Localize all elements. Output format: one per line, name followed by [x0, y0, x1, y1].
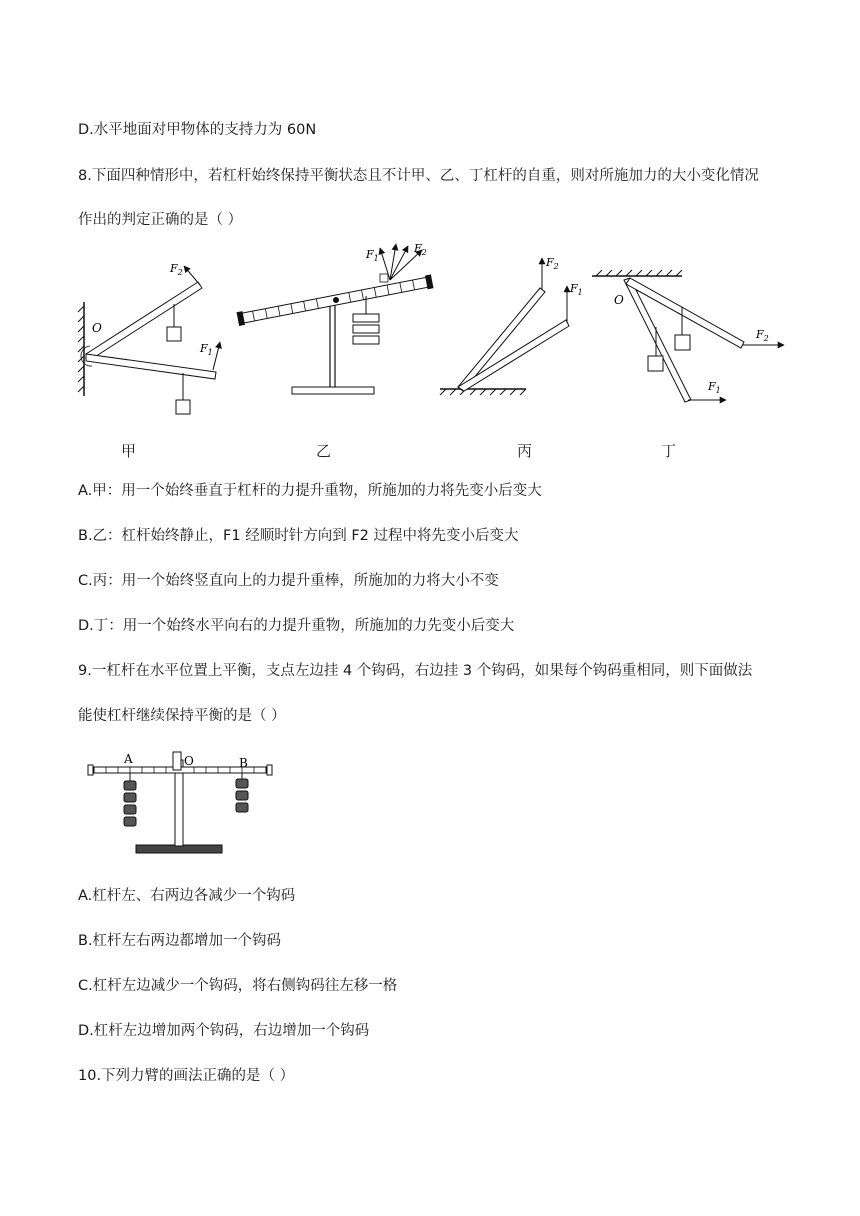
q9-option-a: A.杠杆左、右两边各减少一个钩码 [78, 888, 296, 904]
q9-stem-line2: 能使杠杆继续保持平衡的是（ ） [78, 708, 286, 724]
svg-text:F2: $F_2$ [756, 328, 769, 343]
svg-text:F1: $F_1$ [366, 248, 379, 263]
q8-option-a: A.甲：用一个始终垂直于杠杆的力提升重物，所施加的力将先变小后变大 [78, 483, 542, 499]
svg-text:F1: $F_1$ [708, 380, 721, 395]
q8-option-d: D.丁：用一个始终水平向右的力提升重物，所施加的力先变小后变大 [78, 618, 515, 634]
q9-stem-line1: 9.一杠杆在水平位置上平衡，支点左边挂 4 个钩码，右边挂 3 个钩码，如果每个钩码重相同，则下面做法 [78, 663, 753, 679]
pivot-o: O [92, 321, 102, 335]
q8-option-c: C.丙：用一个始终竖直向上的力提升重棒，所施加的力将大小不变 [78, 573, 499, 589]
q8-stem-line1: 8.下面四种情形中，若杠杆始终保持平衡状态且不计甲、乙、丁杠杆的自重，则对所施加力的大小变化情况 [78, 168, 759, 184]
q9-option-c: C.杠杆左边减少一个钩码，将右侧钩码往左移一格 [78, 978, 398, 994]
q10-stem: 10.下列力臂的画法正确的是（ ） [78, 1068, 295, 1084]
figure-label-ding: 丁 [661, 442, 677, 460]
figure-q9-lever [84, 748, 279, 860]
figure-yi [232, 240, 442, 405]
svg-text:F2: $F_2$ [414, 242, 427, 257]
figure-label-yi: 乙 [316, 442, 332, 460]
svg-text:F2: $F_2$ [546, 256, 559, 271]
q7-option-d: D.水平地面对甲物体的支持力为 60N [78, 122, 317, 138]
figure-ding [588, 262, 788, 407]
q9-option-b: B.杠杆左右两边都增加一个钩码 [78, 933, 282, 949]
figure-jia [70, 250, 240, 420]
label-b: B [239, 756, 248, 770]
q8-stem-line2: 作出的判定正确的是（ ） [78, 212, 243, 228]
label-a: A [124, 752, 133, 766]
svg-text:F1: $F_1$ [200, 342, 213, 357]
figure-label-jia: 甲 [121, 442, 137, 460]
figure-bing [436, 248, 596, 403]
q8-option-b: B.乙：杠杆始终静止，F1 经顺时针方向到 F2 过程中将先变小后变大 [78, 528, 519, 544]
figure-label-bing: 丙 [517, 442, 533, 460]
label-o: O [184, 754, 194, 768]
svg-text:F2: $F_2$ [170, 262, 183, 277]
svg-text:F1: $F_1$ [570, 282, 583, 297]
q9-option-d: D.杠杆左边增加两个钩码，右边增加一个钩码 [78, 1023, 370, 1039]
svg-text:O: O [614, 293, 624, 307]
